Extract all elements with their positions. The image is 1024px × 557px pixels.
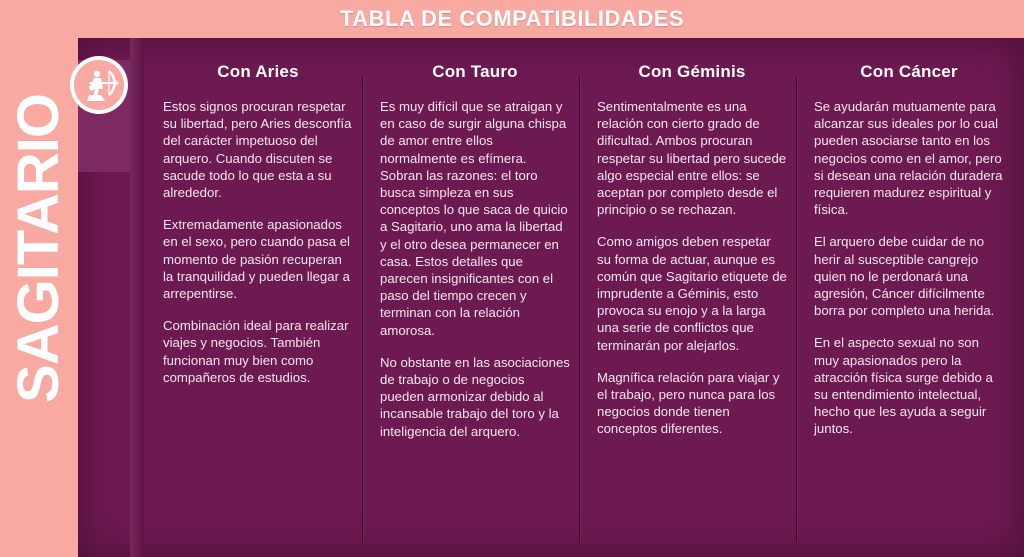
column-paragraph: No obstante en las asociaciones de trabajo o de negocios pueden armonizar debido al incansable trabajo del toro y la inteligencia del arquero. xyxy=(380,354,570,439)
column-paragraph: Extremadamente apasionados en el sexo, pero cuando pasa el momento de pasión recuperan la tranquilidad y pueden llegar a arrepentirse. xyxy=(163,217,350,302)
column-paragraph: Combinación ideal para realizar viajes y negocios. También funcionan muy bien como compañeros de estudios. xyxy=(163,318,349,385)
column-paragraph: En el aspecto sexual no son muy apasionados pero la atracción física surge debido a su entendimiento intelectual, hecho que les ayuda a seguir juntos. xyxy=(814,335,993,437)
column-heading: Con Aries xyxy=(217,62,299,81)
column-geminis xyxy=(597,62,787,453)
column-divider xyxy=(362,76,363,542)
column-paragraph: Sentimentalmente es una relación con cierto grado de dificultad. Ambos procuran respetar su libertad pero sucede algo especial entre ellos: se aceptan por completo desde el principio o se rechazan. xyxy=(597,99,787,218)
column-paragraph: Magnífica relación para viajar y el trabajo, pero nunca para los negocios donde tienen conceptos diferentes. xyxy=(597,369,780,437)
column-divider xyxy=(796,76,797,542)
column-heading: Con Tauro xyxy=(432,62,518,81)
column-cancer xyxy=(814,62,1004,453)
column-tauro xyxy=(380,62,570,455)
column-paragraph: Es muy difícil que se atraigan y en caso de surgir alguna chispa de amor entre ellos normalmente es efímera. Sobran las razones: el toro busca simpleza en sus conceptos lo que saca de quicio a Sagitario, uno ama la libertad y el otro desea permanecer en casa. Estos detalles que parecen insignificantes con el paso del tiempo crecen y terminan con la relación amorosa. xyxy=(380,99,568,338)
page-title: TABLA DE COMPATIBILIDADES xyxy=(339,6,685,31)
column-heading: Con Cáncer xyxy=(860,62,958,81)
column-divider xyxy=(579,76,580,542)
column-paragraph: Como amigos deben respetar su forma de actuar, aunque es común que Sagitario etiquete de imprudente a Géminis, esto provoca su enojo y a la larga una serie de conflictos que terminarán por alejarlos. xyxy=(597,234,787,353)
sign-name-text: SAGITARIO xyxy=(5,93,71,403)
column-paragraph: Estos signos procuran respetar su libertad, pero Aries desconfía del carácter impetuoso del arquero. Cuando discuten se sacude todo lo que esta a su alrededor. xyxy=(163,99,352,201)
sign-name xyxy=(5,93,71,403)
title-band xyxy=(0,0,1024,38)
column-paragraph: El arquero debe cuidar de no herir al susceptible cangrejo quien no le perdonará una agresión, Cáncer difícilmente borra por completo una herida. xyxy=(814,234,995,319)
emblem xyxy=(70,56,128,114)
column-aries xyxy=(163,62,353,401)
panel-edge xyxy=(130,38,144,557)
column-paragraph: Se ayudarán mutuamente para alcanzar sus ideales por lo cual pueden asociarse tanto en los negocios como en el amor, pero si desean una relación duradera requieren madurez espiritual y física. xyxy=(814,99,1003,218)
sagittarius-archer-icon xyxy=(79,65,119,105)
sidebar xyxy=(0,38,78,557)
column-heading: Con Géminis xyxy=(638,62,746,81)
